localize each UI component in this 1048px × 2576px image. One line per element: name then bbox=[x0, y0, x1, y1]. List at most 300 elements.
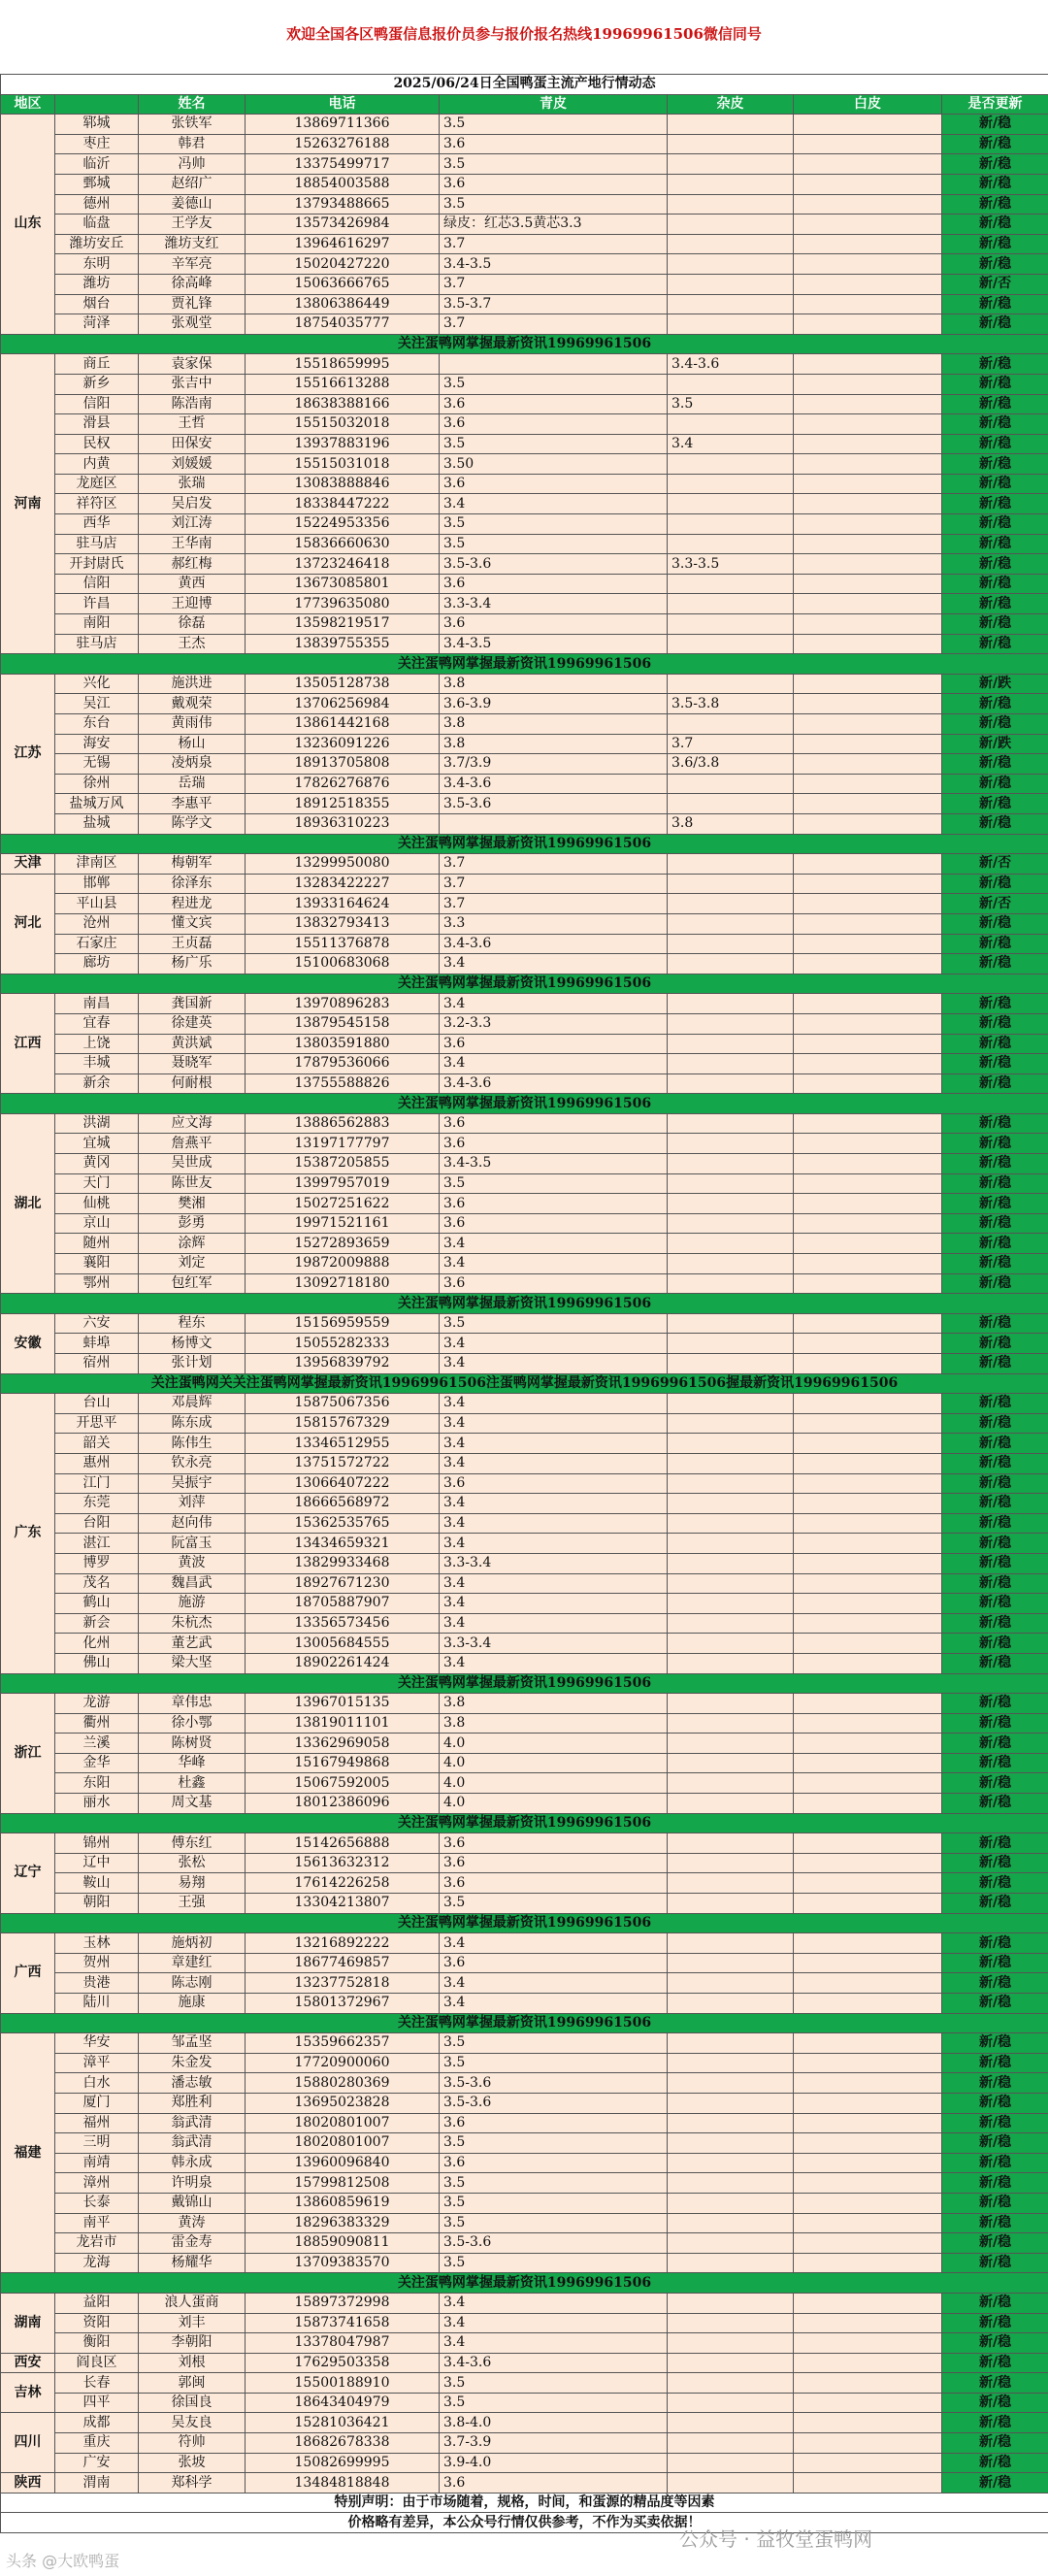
table-row bbox=[1, 494, 1048, 514]
phone-cell: 13197177797 bbox=[246, 1134, 440, 1154]
white-shell-price bbox=[794, 474, 942, 494]
white-shell-price bbox=[794, 1073, 942, 1094]
phone-cell: 15518659995 bbox=[246, 354, 440, 375]
region-cell: 吉林 bbox=[1, 2373, 55, 2413]
table-row bbox=[1, 594, 1048, 614]
city-cell: 邯郸 bbox=[55, 874, 139, 894]
phone-cell: 15799812508 bbox=[246, 2173, 440, 2194]
mixed-shell-price bbox=[668, 2453, 794, 2473]
phone-cell: 15836660630 bbox=[246, 534, 440, 554]
city-cell: 成都 bbox=[55, 2413, 139, 2433]
table-row bbox=[1, 574, 1048, 594]
green-shell-price: 3.5 bbox=[440, 2133, 668, 2154]
promo-band-row bbox=[1, 834, 1048, 854]
city-cell: 福州 bbox=[55, 2113, 139, 2133]
update-status: 新/稳 bbox=[942, 594, 1048, 614]
green-shell-price: 3.4 bbox=[440, 1573, 668, 1594]
green-shell-price: 3.4 bbox=[440, 1254, 668, 1274]
city-cell: 江门 bbox=[55, 1473, 139, 1494]
green-shell-price: 3.4 bbox=[440, 994, 668, 1014]
green-shell-price: 3.4-3.5 bbox=[440, 634, 668, 654]
region-cell: 广西 bbox=[1, 1933, 55, 2013]
update-status: 新/稳 bbox=[942, 2233, 1048, 2254]
update-status: 新/否 bbox=[942, 274, 1048, 294]
table-row bbox=[1, 2173, 1048, 2194]
city-cell: 渭南 bbox=[55, 2473, 139, 2493]
name-cell: 王哲 bbox=[139, 414, 246, 435]
name-cell: 刘媛媛 bbox=[139, 454, 246, 475]
table-row bbox=[1, 1453, 1048, 1473]
mixed-shell-price bbox=[668, 1553, 794, 1573]
phone-cell: 17720900060 bbox=[246, 2053, 440, 2073]
update-status: 新/稳 bbox=[942, 1473, 1048, 1494]
mixed-shell-price bbox=[668, 1034, 794, 1054]
mixed-shell-price bbox=[668, 234, 794, 254]
city-cell: 廊坊 bbox=[55, 954, 139, 974]
white-shell-price bbox=[794, 154, 942, 175]
mixed-shell-price bbox=[668, 1213, 794, 1234]
city-cell: 贵港 bbox=[55, 1973, 139, 1994]
white-shell-price bbox=[794, 1413, 942, 1434]
city-cell: 津南区 bbox=[55, 854, 139, 875]
update-status: 新/稳 bbox=[942, 634, 1048, 654]
table-title: 2025/06/24日全国鸭蛋主流产地行情动态 bbox=[1, 75, 1048, 95]
update-status: 新/稳 bbox=[942, 1354, 1048, 1374]
phone-cell: 13083888846 bbox=[246, 474, 440, 494]
name-cell: 董艺武 bbox=[139, 1634, 246, 1654]
table-row bbox=[1, 2293, 1048, 2313]
phone-cell: 15020427220 bbox=[246, 254, 440, 275]
update-status: 新/稳 bbox=[942, 1073, 1048, 1094]
name-cell: 徐建英 bbox=[139, 1013, 246, 1034]
phone-cell: 18682678338 bbox=[246, 2433, 440, 2454]
mixed-shell-price bbox=[668, 874, 794, 894]
phone-cell: 19872009888 bbox=[246, 1254, 440, 1274]
region-cell: 山东 bbox=[1, 115, 55, 335]
white-shell-price bbox=[794, 1613, 942, 1634]
green-shell-price: 3.6 bbox=[440, 2113, 668, 2133]
city-cell: 开封尉氏 bbox=[55, 554, 139, 575]
table-row bbox=[1, 734, 1048, 754]
green-shell-price: 4.0 bbox=[440, 1773, 668, 1794]
phone-cell: 15281036421 bbox=[246, 2413, 440, 2433]
green-shell-price: 3.5 bbox=[440, 1173, 668, 1194]
mixed-shell-price bbox=[668, 1413, 794, 1434]
phone-cell: 17739635080 bbox=[246, 594, 440, 614]
promo-band-row bbox=[1, 1673, 1048, 1694]
update-status: 新/稳 bbox=[942, 1494, 1048, 1514]
mixed-shell-price bbox=[668, 1354, 794, 1374]
phone-cell: 17614226258 bbox=[246, 1873, 440, 1894]
name-cell: 浪人蛋商 bbox=[139, 2293, 246, 2313]
mixed-shell-price bbox=[668, 1494, 794, 1514]
mixed-shell-price bbox=[668, 1434, 794, 1454]
white-shell-price bbox=[794, 994, 942, 1014]
name-cell: 王贞磊 bbox=[139, 934, 246, 954]
table-row bbox=[1, 794, 1048, 814]
green-shell-price: 3.7 bbox=[440, 874, 668, 894]
update-status: 新/稳 bbox=[942, 215, 1048, 235]
update-status: 新/稳 bbox=[942, 234, 1048, 254]
city-cell: 龙岩市 bbox=[55, 2233, 139, 2254]
mixed-shell-price bbox=[668, 174, 794, 194]
update-status: 新/稳 bbox=[942, 754, 1048, 775]
phone-cell: 15873741658 bbox=[246, 2313, 440, 2333]
mixed-shell-price bbox=[668, 1473, 794, 1494]
mixed-shell-price bbox=[668, 2093, 794, 2113]
update-status: 新/稳 bbox=[942, 394, 1048, 414]
phone-cell: 15027251622 bbox=[246, 1194, 440, 1214]
table-row bbox=[1, 754, 1048, 775]
green-shell-price: 3.6 bbox=[440, 1213, 668, 1234]
green-shell-price: 3.5 bbox=[440, 2253, 668, 2273]
white-shell-price bbox=[794, 274, 942, 294]
white-shell-price bbox=[794, 1994, 942, 2014]
city-cell: 化州 bbox=[55, 1634, 139, 1654]
table-row bbox=[1, 254, 1048, 275]
white-shell-price bbox=[794, 2313, 942, 2333]
green-shell-price: 3.3-3.4 bbox=[440, 1553, 668, 1573]
phone-cell: 13598219517 bbox=[246, 614, 440, 635]
promo-band-row bbox=[1, 334, 1048, 354]
update-status: 新/稳 bbox=[942, 714, 1048, 735]
white-shell-price bbox=[794, 2353, 942, 2373]
white-shell-price bbox=[794, 634, 942, 654]
white-shell-price bbox=[794, 1334, 942, 1354]
promo-band: 关注蛋鸭网掌握最新资讯19969961506 bbox=[1, 2013, 1048, 2033]
name-cell: 张计划 bbox=[139, 1354, 246, 1374]
col-city bbox=[55, 94, 139, 115]
table-row bbox=[1, 1134, 1048, 1154]
name-cell: 彭勇 bbox=[139, 1213, 246, 1234]
table-row bbox=[1, 674, 1048, 694]
city-cell: 南平 bbox=[55, 2213, 139, 2233]
phone-cell: 13216892222 bbox=[246, 1933, 440, 1954]
mixed-shell-price bbox=[668, 534, 794, 554]
phone-cell: 15156959559 bbox=[246, 1313, 440, 1334]
phone-cell: 13793488665 bbox=[246, 194, 440, 215]
name-cell: 郑科学 bbox=[139, 2473, 246, 2493]
name-cell: 李惠平 bbox=[139, 794, 246, 814]
city-cell: 临盘 bbox=[55, 215, 139, 235]
name-cell: 黄波 bbox=[139, 1553, 246, 1573]
name-cell: 刘萍 bbox=[139, 1494, 246, 1514]
table-row bbox=[1, 154, 1048, 175]
table-row bbox=[1, 514, 1048, 535]
white-shell-price bbox=[794, 1594, 942, 1614]
green-shell-price: 3.2-3.3 bbox=[440, 1013, 668, 1034]
green-shell-price: 3.6 bbox=[440, 1473, 668, 1494]
green-shell-price: 3.6 bbox=[440, 134, 668, 154]
white-shell-price bbox=[794, 215, 942, 235]
green-shell-price: 3.6 bbox=[440, 1113, 668, 1134]
green-shell-price: 3.4 bbox=[440, 1534, 668, 1554]
city-cell: 潍坊安丘 bbox=[55, 234, 139, 254]
promo-band: 关注蛋鸭网掌握最新资讯19969961506 bbox=[1, 1813, 1048, 1833]
mixed-shell-price bbox=[668, 1534, 794, 1554]
update-status: 新/稳 bbox=[942, 1873, 1048, 1894]
white-shell-price bbox=[794, 574, 942, 594]
table-row bbox=[1, 913, 1048, 934]
update-status: 新/稳 bbox=[942, 1254, 1048, 1274]
mixed-shell-price bbox=[668, 514, 794, 535]
city-cell: 长春 bbox=[55, 2373, 139, 2394]
city-cell: 德州 bbox=[55, 194, 139, 215]
table-row bbox=[1, 634, 1048, 654]
phone-cell: 18902261424 bbox=[246, 1653, 440, 1673]
white-shell-price bbox=[794, 354, 942, 375]
table-row bbox=[1, 1354, 1048, 1374]
update-status: 新/稳 bbox=[942, 913, 1048, 934]
mixed-shell-price bbox=[668, 2113, 794, 2133]
city-cell: 盐城万风 bbox=[55, 794, 139, 814]
table-row bbox=[1, 894, 1048, 914]
white-shell-price bbox=[794, 494, 942, 514]
col-white-shell: 白皮 bbox=[794, 94, 942, 115]
table-row bbox=[1, 2353, 1048, 2373]
table-row bbox=[1, 2073, 1048, 2094]
green-shell-price: 3.5-3.6 bbox=[440, 554, 668, 575]
mixed-shell-price bbox=[668, 1894, 794, 1914]
update-status: 新/稳 bbox=[942, 2373, 1048, 2394]
promo-band: 关注蛋鸭网掌握最新资讯19969961506 bbox=[1, 974, 1048, 994]
city-cell: 上饶 bbox=[55, 1034, 139, 1054]
mixed-shell-price bbox=[668, 1154, 794, 1174]
white-shell-price bbox=[794, 1194, 942, 1214]
update-status: 新/跌 bbox=[942, 674, 1048, 694]
white-shell-price bbox=[794, 674, 942, 694]
name-cell: 姜德山 bbox=[139, 194, 246, 215]
name-cell: 吴振宇 bbox=[139, 1473, 246, 1494]
name-cell: 易翔 bbox=[139, 1873, 246, 1894]
phone-cell: 13237752818 bbox=[246, 1973, 440, 1994]
update-status: 新/稳 bbox=[942, 1273, 1048, 1294]
update-status: 新/稳 bbox=[942, 1054, 1048, 1074]
update-status: 新/稳 bbox=[942, 1753, 1048, 1773]
name-cell: 吴友良 bbox=[139, 2413, 246, 2433]
name-cell: 陈世友 bbox=[139, 1173, 246, 1194]
update-status: 新/稳 bbox=[942, 174, 1048, 194]
city-cell: 商丘 bbox=[55, 354, 139, 375]
phone-cell: 13879545158 bbox=[246, 1013, 440, 1034]
mixed-shell-price bbox=[668, 2153, 794, 2173]
region-cell: 湖南 bbox=[1, 2293, 55, 2353]
white-shell-price bbox=[794, 1354, 942, 1374]
phone-cell: 13755588826 bbox=[246, 1073, 440, 1094]
green-shell-price: 3.5-3.6 bbox=[440, 2073, 668, 2094]
mixed-shell-price: 3.4 bbox=[668, 434, 794, 454]
col-phone: 电话 bbox=[246, 94, 440, 115]
name-cell: 施康 bbox=[139, 1994, 246, 2014]
mixed-shell-price bbox=[668, 414, 794, 435]
green-shell-price: 3.4-3.5 bbox=[440, 254, 668, 275]
phone-cell: 17629503358 bbox=[246, 2353, 440, 2373]
phone-cell: 13484818848 bbox=[246, 2473, 440, 2493]
table-row bbox=[1, 1994, 1048, 2014]
city-cell: 锦州 bbox=[55, 1833, 139, 1854]
update-status: 新/稳 bbox=[942, 115, 1048, 135]
mixed-shell-price bbox=[668, 1973, 794, 1994]
name-cell: 何耐根 bbox=[139, 1073, 246, 1094]
green-shell-price: 3.4 bbox=[440, 1513, 668, 1534]
green-shell-price: 3.4 bbox=[440, 1653, 668, 1673]
mixed-shell-price bbox=[668, 1273, 794, 1294]
city-cell: 南昌 bbox=[55, 994, 139, 1014]
white-shell-price bbox=[794, 254, 942, 275]
white-shell-price bbox=[794, 1853, 942, 1873]
mixed-shell-price bbox=[668, 1254, 794, 1274]
white-shell-price bbox=[794, 2373, 942, 2394]
city-cell: 东阳 bbox=[55, 1773, 139, 1794]
green-shell-price: 3.4-3.6 bbox=[440, 774, 668, 794]
table-row bbox=[1, 1594, 1048, 1614]
name-cell: 袁家保 bbox=[139, 354, 246, 375]
update-status: 新/稳 bbox=[942, 2193, 1048, 2213]
phone-cell: 15359662357 bbox=[246, 2033, 440, 2054]
city-cell: 盐城 bbox=[55, 813, 139, 834]
green-shell-price: 3.5 bbox=[440, 194, 668, 215]
welcome-banner: 欢迎全国各区鸭蛋信息报价员参与报价报名热线19969961506微信同号 bbox=[286, 25, 762, 43]
phone-cell: 15100683068 bbox=[246, 954, 440, 974]
phone-cell: 15815767329 bbox=[246, 1413, 440, 1434]
white-shell-price bbox=[794, 514, 942, 535]
mixed-shell-price bbox=[668, 2233, 794, 2254]
city-cell: 祥符区 bbox=[55, 494, 139, 514]
name-cell: 戴锦山 bbox=[139, 2193, 246, 2213]
white-shell-price bbox=[794, 234, 942, 254]
city-cell: 玉林 bbox=[55, 1933, 139, 1954]
phone-cell: 13434659321 bbox=[246, 1534, 440, 1554]
white-shell-price bbox=[794, 314, 942, 335]
table-row bbox=[1, 714, 1048, 735]
region-cell: 天津 bbox=[1, 854, 55, 875]
city-cell: 华安 bbox=[55, 2033, 139, 2054]
table-row bbox=[1, 874, 1048, 894]
phone-cell: 18677469857 bbox=[246, 1953, 440, 1973]
green-shell-price: 3.6 bbox=[440, 1034, 668, 1054]
mixed-shell-price bbox=[668, 1994, 794, 2014]
phone-cell: 15272893659 bbox=[246, 1234, 440, 1254]
table-row bbox=[1, 174, 1048, 194]
white-shell-price bbox=[794, 194, 942, 215]
city-cell: 信阳 bbox=[55, 574, 139, 594]
update-status: 新/稳 bbox=[942, 1313, 1048, 1334]
mixed-shell-price bbox=[668, 794, 794, 814]
phone-cell: 13378047987 bbox=[246, 2333, 440, 2354]
phone-cell: 15875067356 bbox=[246, 1394, 440, 1414]
table-row bbox=[1, 1973, 1048, 1994]
table-row bbox=[1, 1653, 1048, 1673]
mixed-shell-price bbox=[668, 1933, 794, 1954]
green-shell-price: 3.4-3.6 bbox=[440, 2353, 668, 2373]
table-row bbox=[1, 934, 1048, 954]
city-cell: 台山 bbox=[55, 1394, 139, 1414]
update-status: 新/稳 bbox=[942, 1853, 1048, 1873]
name-cell: 程进龙 bbox=[139, 894, 246, 914]
name-cell: 朱金发 bbox=[139, 2053, 246, 2073]
mixed-shell-price bbox=[668, 1234, 794, 1254]
phone-cell: 15387205855 bbox=[246, 1154, 440, 1174]
green-shell-price: 3.5-3.6 bbox=[440, 2093, 668, 2113]
white-shell-price bbox=[794, 1394, 942, 1414]
mixed-shell-price bbox=[668, 1173, 794, 1194]
table-row bbox=[1, 2033, 1048, 2054]
promo-band-row bbox=[1, 1094, 1048, 1114]
mixed-shell-price bbox=[668, 374, 794, 394]
phone-cell: 13964616297 bbox=[246, 234, 440, 254]
table-row bbox=[1, 774, 1048, 794]
city-cell: 三明 bbox=[55, 2133, 139, 2154]
green-shell-price: 3.4 bbox=[440, 1334, 668, 1354]
phone-cell: 13706256984 bbox=[246, 694, 440, 714]
mixed-shell-price bbox=[668, 1794, 794, 1814]
region-cell: 江西 bbox=[1, 994, 55, 1094]
update-status: 新/稳 bbox=[942, 374, 1048, 394]
update-status: 新/否 bbox=[942, 894, 1048, 914]
white-shell-price bbox=[794, 1013, 942, 1034]
update-status: 新/稳 bbox=[942, 2093, 1048, 2113]
phone-cell: 13806386449 bbox=[246, 294, 440, 314]
city-cell: 金华 bbox=[55, 1753, 139, 1773]
region-cell: 辽宁 bbox=[1, 1833, 55, 1913]
table-row bbox=[1, 2393, 1048, 2413]
name-cell: 刘根 bbox=[139, 2353, 246, 2373]
green-shell-price: 3.6 bbox=[440, 1134, 668, 1154]
mixed-shell-price bbox=[668, 854, 794, 875]
region-cell: 安徽 bbox=[1, 1313, 55, 1373]
table-row bbox=[1, 1734, 1048, 1754]
phone-cell: 13751572722 bbox=[246, 1453, 440, 1473]
mixed-shell-price bbox=[668, 1773, 794, 1794]
mixed-shell-price: 3.4-3.6 bbox=[668, 354, 794, 375]
name-cell: 张瑞 bbox=[139, 474, 246, 494]
update-status: 新/稳 bbox=[942, 1933, 1048, 1954]
mixed-shell-price bbox=[668, 714, 794, 735]
city-cell: 贺州 bbox=[55, 1953, 139, 1973]
name-cell: 赵向伟 bbox=[139, 1513, 246, 1534]
city-cell: 宜城 bbox=[55, 1134, 139, 1154]
name-cell: 张铁军 bbox=[139, 115, 246, 135]
green-shell-price: 3.8 bbox=[440, 1713, 668, 1734]
green-shell-price: 3.5 bbox=[440, 1313, 668, 1334]
update-status: 新/稳 bbox=[942, 2073, 1048, 2094]
update-status: 新/稳 bbox=[942, 1594, 1048, 1614]
white-shell-price bbox=[794, 1513, 942, 1534]
mixed-shell-price bbox=[668, 274, 794, 294]
white-shell-price bbox=[794, 2233, 942, 2254]
mixed-shell-price bbox=[668, 1634, 794, 1654]
footer-row bbox=[1, 2493, 1048, 2513]
table-row bbox=[1, 1434, 1048, 1454]
white-shell-price bbox=[794, 2053, 942, 2073]
promo-band: 关注蛋鸭网掌握最新资讯19969961506 bbox=[1, 1673, 1048, 1694]
mixed-shell-price bbox=[668, 2393, 794, 2413]
name-cell: 钦永亮 bbox=[139, 1453, 246, 1473]
name-cell: 郑胜利 bbox=[139, 2093, 246, 2113]
green-shell-price: 绿皮：红芯3.5黄芯3.3 bbox=[440, 215, 668, 235]
name-cell: 魏昌武 bbox=[139, 1573, 246, 1594]
city-cell: 临沂 bbox=[55, 154, 139, 175]
name-cell: 朱杭杰 bbox=[139, 1613, 246, 1634]
white-shell-price bbox=[794, 374, 942, 394]
phone-cell: 15613632312 bbox=[246, 1853, 440, 1873]
phone-cell: 13723246418 bbox=[246, 554, 440, 575]
phone-cell: 15500188910 bbox=[246, 2373, 440, 2394]
white-shell-price bbox=[794, 115, 942, 135]
phone-cell: 15515032018 bbox=[246, 414, 440, 435]
white-shell-price bbox=[794, 1973, 942, 1994]
phone-cell: 13997957019 bbox=[246, 1173, 440, 1194]
